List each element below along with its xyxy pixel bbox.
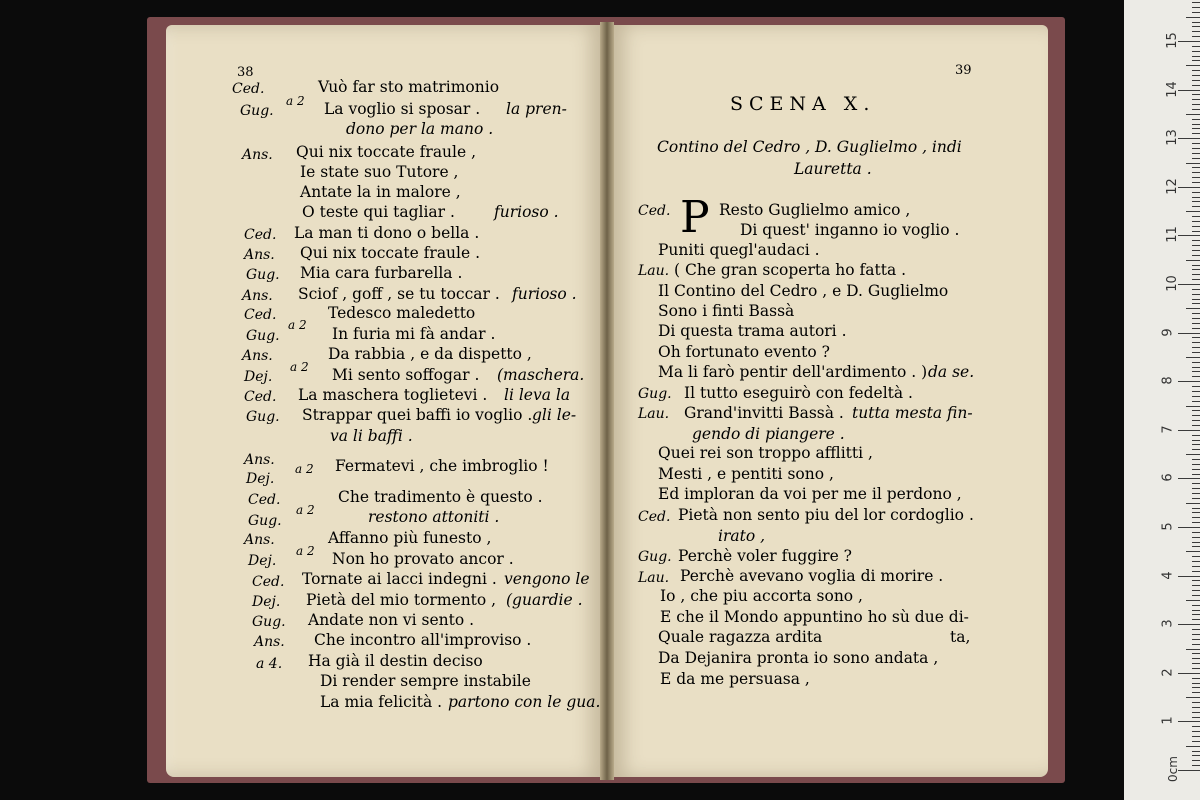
stage-direction: furioso . (494, 203, 559, 221)
ruler-tick (1192, 668, 1200, 669)
verse-line: Pietà del mio tormento , (306, 591, 497, 609)
ruler-tick (1192, 318, 1200, 319)
ruler-tick (1192, 2, 1200, 3)
speaker: Lau. (638, 570, 670, 586)
ruler-tick (1192, 755, 1200, 756)
speaker: Dej. (248, 553, 277, 569)
ensemble-mark: a 2 (288, 318, 307, 332)
speaker: Dej. (244, 369, 273, 385)
stage-direction: da se. (928, 363, 975, 381)
measuring-ruler (1124, 0, 1200, 800)
verse-line: Non ho provato ancor . (332, 550, 514, 568)
ruler-tick (1192, 7, 1200, 8)
character-list: Lauretta . (794, 160, 872, 178)
speaker: Gug. (252, 614, 286, 630)
ruler-tick (1192, 158, 1200, 159)
ruler-tick (1192, 614, 1200, 615)
verse-line: Di render sempre instabile (320, 672, 531, 690)
ruler-tick (1186, 65, 1200, 66)
verse-line: E che il Mondo appuntino ho sù due di- (660, 608, 969, 626)
ruler-tick (1186, 551, 1200, 552)
ruler-label: 1 (1160, 716, 1176, 726)
ruler-tick (1192, 12, 1200, 13)
ruler-tick (1192, 512, 1200, 513)
ruler-tick (1192, 323, 1200, 324)
ruler-label: 15 (1164, 32, 1180, 49)
verse-line: La mia felicità . (320, 693, 443, 711)
ruler-tick (1178, 187, 1200, 188)
ruler-tick (1192, 459, 1200, 460)
ruler-tick (1192, 726, 1200, 727)
verse-line: Perchè voler fuggire ? (678, 547, 852, 565)
verse-line: Puniti quegl'audaci . (658, 241, 820, 259)
ruler-tick (1192, 143, 1200, 144)
ruler-tick (1192, 634, 1200, 635)
ruler-tick (1192, 347, 1200, 348)
page-number: 39 (955, 63, 972, 78)
ruler-tick (1192, 707, 1200, 708)
verse-line: Mesti , e pentiti sono , (658, 465, 834, 483)
speaker: Gug. (246, 267, 280, 283)
verse-line: Antate la in malore , (300, 183, 461, 201)
ruler-tick (1192, 546, 1200, 547)
ruler-tick (1192, 687, 1200, 688)
verse-line: Pietà non sento piu del lor cordoglio . (678, 506, 974, 524)
ruler-tick (1192, 678, 1200, 679)
verse-line: Ha già il destin deciso (308, 652, 483, 670)
verse-line: Fermatevi , che imbroglio ! (335, 457, 549, 475)
speaker: Dej. (246, 471, 275, 487)
speaker: Ced. (638, 203, 671, 219)
ruler-tick (1192, 644, 1200, 645)
ensemble-mark: a 2 (296, 544, 315, 558)
ruler-tick (1186, 211, 1200, 212)
ruler-tick (1186, 649, 1200, 650)
ruler-tick (1192, 444, 1200, 445)
ruler-tick (1192, 153, 1200, 154)
verse-line: Il Contino del Cedro , e D. Guglielmo (658, 282, 949, 300)
stage-direction: li leva la (504, 386, 571, 404)
verse-line: Che tradimento è questo . (338, 488, 543, 506)
ruler-tick (1192, 440, 1200, 441)
verse-line: Sono i finti Bassà (658, 302, 795, 320)
ruler-tick (1192, 255, 1200, 256)
ruler-tick (1186, 406, 1200, 407)
ruler-tick (1192, 580, 1200, 581)
verse-line: Quei rei son troppo afflitti , (658, 444, 873, 462)
ruler-tick (1178, 41, 1200, 42)
ruler-label: 14 (1164, 80, 1180, 98)
speaker: Ans. (254, 634, 285, 650)
ruler-tick (1192, 619, 1200, 620)
ruler-tick (1192, 585, 1200, 586)
ruler-tick (1192, 192, 1200, 193)
stage-direction: partono con le gua. (448, 693, 601, 711)
ruler-tick (1192, 474, 1200, 475)
ruler-tick (1178, 770, 1200, 771)
ruler-tick (1192, 328, 1200, 329)
ruler-tick (1192, 542, 1200, 543)
ruler-tick (1192, 692, 1200, 693)
speaker: Lau. (638, 263, 670, 279)
speaker: Ced. (244, 307, 277, 323)
ruler-tick (1192, 75, 1200, 76)
ruler-tick (1192, 595, 1200, 596)
verse-line: Il tutto eseguirò con fedeltà . (684, 384, 913, 402)
ruler-label: 6 (1160, 473, 1176, 483)
verse-line: Sciof , goff , se tu toccar . (298, 285, 500, 303)
ruler-tick (1192, 425, 1200, 426)
ruler-tick (1192, 226, 1200, 227)
ruler-tick (1192, 99, 1200, 100)
ruler-tick (1192, 401, 1200, 402)
verse-line: Qui nix toccate fraule . (300, 244, 481, 262)
ruler-tick (1192, 250, 1200, 251)
ruler-tick (1192, 683, 1200, 684)
ruler-tick (1192, 498, 1200, 499)
verse-line: Tornate ai lacci indegni . (302, 570, 497, 588)
ruler-tick (1192, 590, 1200, 591)
verse-line: Ie state suo Tutore , (300, 163, 459, 181)
ruler-tick (1192, 22, 1200, 23)
ruler-tick (1192, 313, 1200, 314)
ruler-tick (1192, 561, 1200, 562)
ruler-tick (1192, 751, 1200, 752)
ruler-tick (1192, 245, 1200, 246)
verse-line: Mia cara furbarella . (300, 264, 463, 282)
verse-line: Vuò far sto matrimonio (318, 78, 500, 96)
ruler-tick (1192, 508, 1200, 509)
ruler-tick (1192, 537, 1200, 538)
ruler-tick (1178, 381, 1200, 382)
speaker: Ced. (232, 81, 265, 97)
verse-line: Ed imploran da voi per me il perdono , (658, 485, 962, 503)
speaker: Ans. (244, 452, 275, 468)
ruler-tick (1186, 114, 1200, 115)
ruler-tick (1178, 430, 1200, 431)
ruler-tick (1186, 17, 1200, 18)
page-number: 38 (237, 65, 254, 80)
ruler-tick (1192, 128, 1200, 129)
verse-line: Da Dejanira pronta io sono andata , (658, 649, 939, 667)
ruler-tick (1192, 391, 1200, 392)
ruler-tick (1192, 415, 1200, 416)
book-gutter (600, 22, 614, 780)
ruler-tick (1192, 736, 1200, 737)
ruler-tick (1178, 576, 1200, 577)
speaker: Ced. (248, 492, 281, 508)
ruler-tick (1192, 31, 1200, 32)
verse-line: Affanno più funesto , (328, 529, 492, 547)
speaker: Ans. (242, 288, 273, 304)
ruler-label: 5 (1160, 522, 1176, 531)
ruler-tick (1192, 36, 1200, 37)
ruler-tick (1192, 760, 1200, 761)
stage-direction: tutta mesta fin- (852, 404, 973, 422)
verse-line: Mi sento soffogar . (332, 366, 480, 384)
verse-line: Grand'invitti Bassà . (684, 404, 844, 422)
speaker: Gug. (240, 103, 274, 119)
ruler-tick (1192, 731, 1200, 732)
ruler-tick (1192, 274, 1200, 275)
ruler-tick (1186, 746, 1200, 747)
ruler-tick (1192, 653, 1200, 654)
speaker: Ced. (244, 227, 277, 243)
stage-direction: la pren- (506, 100, 567, 118)
ruler-tick (1192, 702, 1200, 703)
verse-line: Di questa trama autori . (658, 322, 847, 340)
ruler-tick (1192, 493, 1200, 494)
ruler-label: 10 (1164, 275, 1180, 292)
ruler-tick (1192, 240, 1200, 241)
ruler-tick (1192, 279, 1200, 280)
drop-cap: P (680, 192, 710, 243)
ruler-tick (1178, 478, 1200, 479)
ruler-tick (1178, 284, 1200, 285)
ruler-tick (1192, 167, 1200, 168)
ruler-tick (1192, 566, 1200, 567)
stage-direction: irato , (718, 527, 766, 545)
speaker: Gug. (248, 513, 282, 529)
ruler-tick (1186, 600, 1200, 601)
ruler-tick (1192, 119, 1200, 120)
ruler-tick (1192, 148, 1200, 149)
ruler-tick (1192, 532, 1200, 533)
verse-line: E da me persuasa , (660, 670, 810, 688)
ruler-tick (1192, 172, 1200, 173)
verse-line: Ma li farò pentir dell'ardimento . ) (658, 363, 928, 381)
stage-direction: (maschera. (497, 366, 585, 384)
scene-heading: SCENA X. (730, 93, 876, 115)
speaker: Ans. (244, 247, 275, 263)
ruler-tick (1186, 308, 1200, 309)
ruler-label: 13 (1164, 129, 1180, 146)
ruler-tick (1186, 163, 1200, 164)
ruler-tick (1192, 712, 1200, 713)
verse-line: Oh fortunato evento ? (658, 343, 830, 361)
ruler-tick (1192, 265, 1200, 266)
ruler-tick (1192, 201, 1200, 202)
stage-direction: va li baffi . (330, 427, 413, 445)
ruler-tick (1192, 410, 1200, 411)
verse-line: La man ti dono o bella . (294, 224, 480, 242)
ensemble-mark: a 2 (296, 503, 315, 517)
ruler-tick (1192, 469, 1200, 470)
speaker: Ced. (244, 389, 277, 405)
speaker: Lau. (638, 406, 670, 422)
character-list: Contino del Cedro , D. Guglielmo , indi (657, 138, 962, 156)
ruler-tick (1192, 658, 1200, 659)
speaker: Ced. (252, 574, 285, 590)
ruler-tick (1192, 342, 1200, 343)
ruler-tick (1192, 639, 1200, 640)
stage-direction: restono attoniti . (368, 508, 500, 526)
ruler-tick (1192, 396, 1200, 397)
stage-direction: ta, (950, 628, 971, 646)
ruler-tick (1192, 109, 1200, 110)
speaker: Gug. (638, 549, 672, 565)
ruler-tick (1192, 420, 1200, 421)
ruler-tick (1192, 483, 1200, 484)
verse-line: Quale ragazza ardita (658, 628, 823, 646)
speaker: Gug. (246, 328, 280, 344)
ruler-tick (1178, 673, 1200, 674)
ruler-tick (1192, 337, 1200, 338)
ruler-tick (1192, 464, 1200, 465)
ruler-tick (1192, 51, 1200, 52)
ruler-tick (1192, 303, 1200, 304)
verse-line: Che incontro all'improviso . (314, 631, 532, 649)
ruler-tick (1192, 367, 1200, 368)
stage-direction: (guardie . (506, 591, 583, 609)
ruler-tick (1192, 94, 1200, 95)
ruler-tick (1192, 517, 1200, 518)
ruler-tick (1192, 197, 1200, 198)
verse-line: Tedesco maledetto (328, 304, 476, 322)
speaker: Ced. (638, 509, 671, 525)
ruler-tick (1192, 294, 1200, 295)
verse-line: Resto Guglielmo amico , (719, 201, 911, 219)
ruler-tick (1192, 269, 1200, 270)
ruler-tick (1186, 697, 1200, 698)
ruler-tick (1192, 605, 1200, 606)
ruler-tick (1192, 556, 1200, 557)
ruler-tick (1192, 60, 1200, 61)
ruler-tick (1192, 376, 1200, 377)
ruler-tick (1178, 721, 1200, 722)
ruler-label: 3 (1160, 619, 1176, 628)
ensemble-mark: a 2 (286, 94, 305, 108)
verse-line: La maschera toglietevi . (298, 386, 488, 404)
ruler-tick (1192, 221, 1200, 222)
ruler-tick (1192, 80, 1200, 81)
ruler-unit: 0cm (1165, 756, 1180, 782)
stage-direction: gendo di piangere . (692, 425, 845, 443)
ruler-tick (1192, 386, 1200, 387)
ruler-tick (1192, 85, 1200, 86)
ruler-tick (1192, 70, 1200, 71)
ruler-tick (1192, 289, 1200, 290)
ruler-tick (1186, 260, 1200, 261)
verse-line: Io , che piu accorta sono , (660, 587, 863, 605)
ruler-label: 2 (1160, 668, 1176, 677)
ruler-tick (1192, 571, 1200, 572)
ruler-tick (1192, 182, 1200, 183)
ruler-tick (1192, 488, 1200, 489)
verse-line: O teste qui tagliar . (302, 203, 455, 221)
verse-line: La voglio si sposar . (324, 100, 481, 118)
ruler-label: 7 (1160, 425, 1176, 434)
ruler-tick (1192, 104, 1200, 105)
ruler-label: 11 (1164, 226, 1180, 244)
verse-line: Qui nix toccate fraule , (296, 143, 477, 161)
speaker: Gug. (246, 409, 280, 425)
ruler-tick (1192, 133, 1200, 134)
ruler-tick (1192, 46, 1200, 47)
ruler-tick (1192, 629, 1200, 630)
ruler-tick (1192, 352, 1200, 353)
ruler-label: 12 (1164, 178, 1180, 195)
verse-line: Perchè avevano voglia di morire . (680, 567, 944, 585)
ruler-tick (1186, 503, 1200, 504)
ruler-tick (1192, 449, 1200, 450)
verse-line: In furia mi fà andar . (332, 325, 496, 343)
ensemble-mark: a 2 (295, 462, 314, 476)
ruler-tick (1192, 435, 1200, 436)
ruler-tick (1192, 216, 1200, 217)
ruler-tick (1192, 717, 1200, 718)
ruler-label: 4 (1160, 570, 1176, 580)
ruler-tick (1178, 90, 1200, 91)
ruler-tick (1178, 333, 1200, 334)
ruler-tick (1192, 522, 1200, 523)
stage-direction: gli le- (532, 406, 577, 424)
ruler-label: 8 (1160, 376, 1176, 385)
ruler-tick (1186, 454, 1200, 455)
speaker: Ans. (242, 147, 273, 163)
verse-line: Strappar quei baffi io voglio . (302, 406, 533, 424)
stage-direction: furioso . (512, 285, 577, 303)
ruler-tick (1192, 765, 1200, 766)
ruler-tick (1178, 624, 1200, 625)
ruler-tick (1192, 56, 1200, 57)
verse-line: Andate non vi sento . (308, 611, 475, 629)
ruler-tick (1192, 177, 1200, 178)
stage-direction: dono per la mano . (346, 120, 494, 138)
speaker: Gug. (638, 386, 672, 402)
ruler-tick (1192, 663, 1200, 664)
ruler-tick (1192, 26, 1200, 27)
ruler-tick (1192, 741, 1200, 742)
ensemble-mark: a 2 (290, 360, 309, 374)
verse-line: ( Che gran scoperta ho fatta . (674, 261, 907, 279)
ruler-tick (1192, 610, 1200, 611)
verse-line: Di quest' inganno io voglio . (740, 221, 960, 239)
ruler-tick (1186, 357, 1200, 358)
ruler-tick (1178, 138, 1200, 139)
ruler-label: 9 (1160, 327, 1176, 337)
ruler-tick (1178, 235, 1200, 236)
speaker: Dej. (252, 594, 281, 610)
ruler-tick (1192, 231, 1200, 232)
ruler-tick (1192, 371, 1200, 372)
speaker: a 4. (256, 656, 283, 672)
ruler-tick (1192, 299, 1200, 300)
stage-direction: vengono le (504, 570, 590, 588)
ruler-tick (1192, 124, 1200, 125)
speaker: Ans. (242, 348, 273, 364)
verse-line: Da rabbia , e da dispetto , (328, 345, 532, 363)
speaker: Ans. (244, 532, 275, 548)
ruler-tick (1192, 362, 1200, 363)
ruler-tick (1192, 206, 1200, 207)
ruler-tick (1178, 527, 1200, 528)
